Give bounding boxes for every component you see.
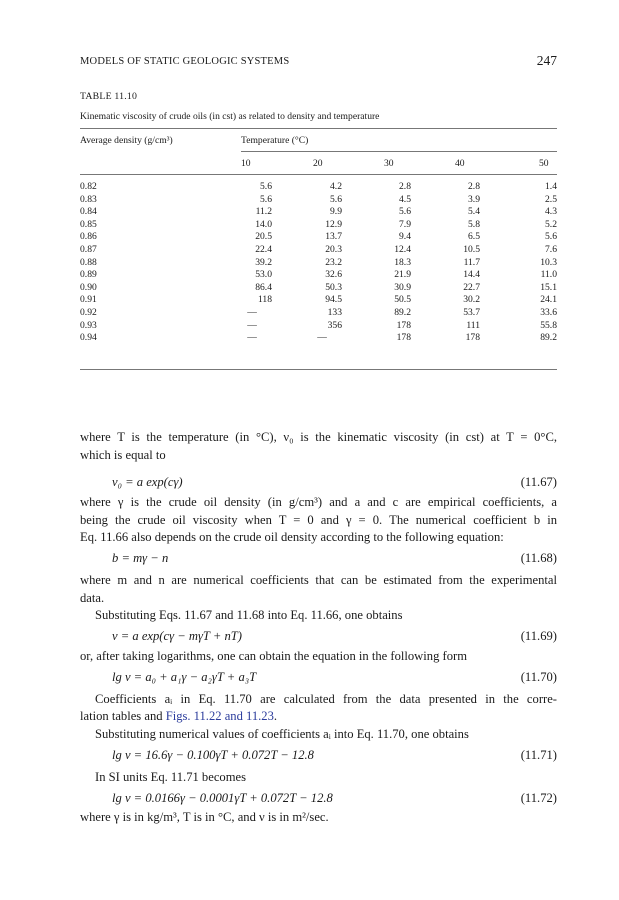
viscosity-cell: 9.9	[330, 206, 342, 218]
density-cell: 0.87	[80, 244, 97, 255]
text-line: Substituting numerical values of coefficients aᵢ into Eq. 11.70, one obtains	[95, 727, 469, 741]
viscosity-cell: 50.3	[325, 281, 342, 293]
temperature-header-cell: 20	[313, 158, 323, 169]
table-header-rule	[80, 174, 557, 175]
viscosity-cell: 18.3	[394, 256, 411, 268]
table-bottom-rule	[80, 369, 557, 370]
viscosity-cell: 2.5	[545, 193, 557, 205]
equation-number: (11.69)	[520, 629, 557, 643]
running-title: MODELS OF STATIC GEOLOGIC SYSTEMS	[80, 56, 290, 67]
density-column-header: Average density (g/cm³)	[80, 135, 173, 146]
viscosity-cell: 22.4	[255, 244, 272, 255]
viscosity-cell: 5.8	[468, 218, 480, 230]
density-cell: 0.93	[80, 319, 97, 331]
viscosity-cell: 50.5	[394, 294, 411, 306]
density-cell: 0.82	[80, 181, 97, 192]
equation-number: (11.71)	[520, 748, 557, 762]
equation-11-71: lg ν = 16.6γ − 0.100γT + 0.072T − 12.8	[112, 748, 314, 762]
viscosity-cell: —	[247, 307, 257, 318]
viscosity-cell: 53.7	[463, 307, 480, 318]
viscosity-cell: 118	[257, 294, 272, 306]
density-cell: 0.83	[80, 193, 97, 205]
viscosity-cell: 89.2	[394, 307, 411, 318]
temperature-column-header: Temperature (°C)	[241, 135, 309, 146]
temperature-header-cell: 10	[241, 158, 251, 169]
figures-link[interactable]: Figs. 11.22 and 11.23	[165, 709, 274, 723]
table-caption: Kinematic viscosity of crude oils (in cst) as related to density and temperature	[80, 111, 380, 122]
temperature-subrule	[241, 151, 557, 152]
text-line: Substituting Eqs. 11.67 and 11.68 into Eq. 11.66, one obtains	[95, 608, 403, 622]
viscosity-cell: 133	[327, 307, 342, 318]
viscosity-cell: 2.8	[468, 181, 480, 192]
viscosity-cell: 111	[466, 319, 480, 331]
density-cell: 0.85	[80, 218, 97, 230]
viscosity-cell: 53.0	[255, 269, 272, 281]
viscosity-cell: 5.6	[330, 193, 342, 205]
viscosity-cell: 7.6	[545, 244, 557, 255]
viscosity-cell: 6.5	[468, 231, 480, 243]
text-line: where T is the temperature (in °C), ν₀ is the kinematic viscosity (in cst) at T = 0°C,	[80, 430, 557, 444]
text-line: Coefficients aᵢ in Eq. 11.70 are calculated from the data presented in the corre-	[95, 692, 557, 706]
viscosity-cell: 32.6	[325, 269, 342, 281]
viscosity-cell: 12.4	[394, 244, 411, 255]
viscosity-cell: 24.1	[540, 294, 557, 306]
viscosity-cell: 86.4	[255, 281, 272, 293]
temperature-header-cell: 30	[384, 158, 394, 169]
equation-number: (11.70)	[520, 670, 557, 684]
viscosity-cell: 5.6	[399, 206, 411, 218]
viscosity-cell: 23.2	[325, 256, 342, 268]
text-line: In SI units Eq. 11.71 becomes	[95, 770, 246, 784]
viscosity-cell: 11.7	[463, 256, 480, 268]
density-cell: 0.91	[80, 294, 97, 306]
viscosity-cell: 13.7	[325, 231, 342, 243]
text-line: or, after taking logarithms, one can obtain the equation in the following form	[80, 649, 467, 663]
viscosity-cell: 10.3	[540, 256, 557, 268]
viscosity-cell: 7.9	[399, 218, 411, 230]
viscosity-cell: 14.0	[255, 218, 272, 230]
viscosity-cell: 10.5	[463, 244, 480, 255]
viscosity-cell: 21.9	[394, 269, 411, 281]
viscosity-cell: 1.4	[545, 181, 557, 192]
viscosity-cell: 178	[465, 332, 480, 344]
viscosity-cell: 5.6	[260, 181, 272, 192]
temperature-header-cell: 40	[455, 158, 465, 169]
viscosity-cell: 14.4	[463, 269, 480, 281]
text-line: where m and n are numerical coefficients that can be estimated from the experimental	[80, 573, 557, 587]
text-line: data.	[80, 591, 105, 605]
viscosity-cell: 15.1	[540, 281, 557, 293]
viscosity-cell: 30.2	[463, 294, 480, 306]
viscosity-cell: 12.9	[325, 218, 342, 230]
page-number: 247	[536, 53, 557, 68]
equation-11-72: lg ν = 0.0166γ − 0.0001γT + 0.072T − 12.8	[112, 791, 333, 805]
viscosity-cell: —	[317, 332, 327, 344]
viscosity-cell: 22.7	[463, 281, 480, 293]
viscosity-cell: 178	[396, 332, 411, 344]
text-line	[80, 709, 557, 724]
viscosity-cell: 3.9	[468, 193, 480, 205]
equation-number: (11.72)	[520, 791, 557, 805]
viscosity-cell: 33.6	[540, 307, 557, 318]
viscosity-cell: 20.3	[325, 244, 342, 255]
density-cell: 0.84	[80, 206, 97, 218]
equation-11-69: ν = a exp(cγ − mγT + nT)	[112, 629, 242, 643]
viscosity-cell: 11.2	[255, 206, 272, 218]
viscosity-cell: 94.5	[325, 294, 342, 306]
text-line: which is equal to	[80, 448, 166, 462]
viscosity-cell: —	[247, 319, 257, 331]
viscosity-cell: 4.5	[399, 193, 411, 205]
viscosity-cell: 20.5	[255, 231, 272, 243]
viscosity-cell: 5.4	[468, 206, 480, 218]
text-line: Eq. 11.66 also depends on the crude oil density according to the following equation:	[80, 530, 504, 544]
equation-number: (11.67)	[520, 475, 557, 489]
density-cell: 0.90	[80, 281, 97, 293]
viscosity-cell: 4.2	[330, 181, 342, 192]
viscosity-cell: —	[247, 332, 257, 344]
density-cell: 0.89	[80, 269, 97, 281]
viscosity-cell: 30.9	[394, 281, 411, 293]
viscosity-cell: 2.8	[399, 181, 411, 192]
text-span: .	[273, 709, 278, 723]
viscosity-cell: 55.8	[540, 319, 557, 331]
viscosity-cell: 9.4	[399, 231, 411, 243]
viscosity-cell: 5.2	[545, 218, 557, 230]
equation-11-67: ν₀ = a exp(cγ)	[112, 475, 183, 489]
viscosity-cell: 4.3	[545, 206, 557, 218]
text-span: lation tables and	[80, 709, 166, 723]
density-cell: 0.86	[80, 231, 97, 243]
equation-11-68: b = mγ − n	[112, 551, 169, 565]
viscosity-cell: 11.0	[540, 269, 557, 281]
temperature-header-cell: 50	[539, 158, 549, 169]
viscosity-cell: 39.2	[255, 256, 272, 268]
density-cell: 0.88	[80, 256, 97, 268]
viscosity-cell: 89.2	[540, 332, 557, 344]
table-top-rule	[80, 128, 557, 129]
text-line: being the crude oil viscosity when T = 0 and γ = 0. The numerical coefficient b in	[80, 513, 557, 527]
viscosity-cell: 5.6	[260, 193, 272, 205]
density-cell: 0.92	[80, 307, 97, 318]
viscosity-cell: 5.6	[545, 231, 557, 243]
density-cell: 0.94	[80, 332, 97, 344]
viscosity-cell: 178	[396, 319, 411, 331]
equation-number: (11.68)	[520, 551, 557, 565]
text-line: where γ is in kg/m³, T is in °C, and ν is in m²/sec.	[80, 810, 329, 824]
viscosity-cell: 356	[327, 319, 342, 331]
text-line: where γ is the crude oil density (in g/cm³) and a and c are empirical coefficients, a	[80, 495, 557, 509]
table-label: TABLE 11.10	[80, 91, 138, 102]
equation-11-70: lg ν = a₀ + a₁γ − a₂γT + a₃T	[112, 670, 257, 684]
